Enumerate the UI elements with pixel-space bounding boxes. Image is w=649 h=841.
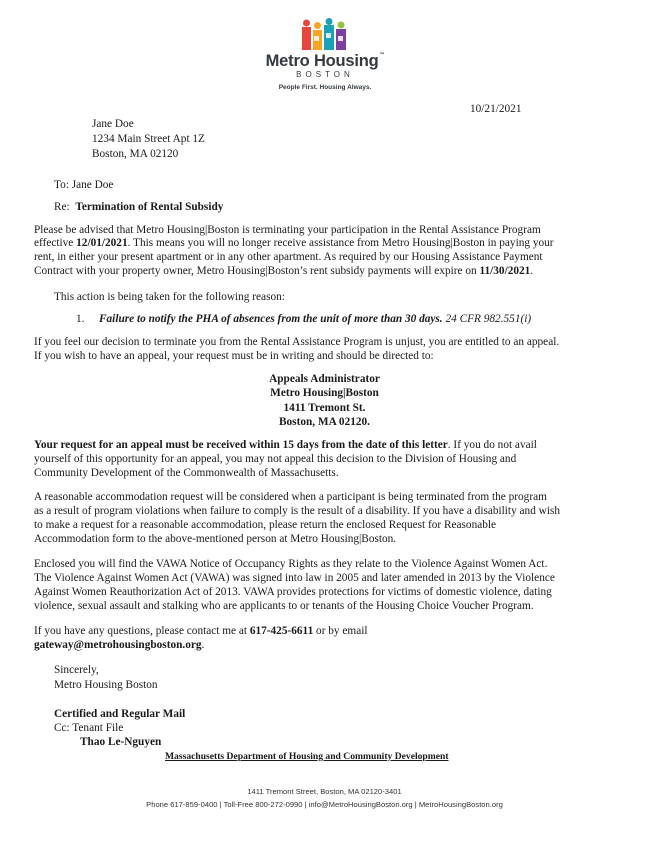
para1-line4: Contract with your property owner, Metro Housing|Boston’s rent subsidy payments will expire on 11/30/2021. [34,265,534,277]
accommodation-line4: Accommodation form to the above-mentioned person at Metro Housing|Boston. [34,533,397,545]
appeal-intro-line1: If you feel our decision to terminate you from the Rental Assistance Program is unjust, you are entitled to an appeal. [34,336,560,348]
appeals-org: Metro Housing|Boston [270,387,379,399]
deadline-line3: Community Development of the Commonwealth of Massachusetts. [34,467,339,479]
logo-tagline: People First. Housing Always. [278,84,372,91]
recipient-city: Boston, MA 02120 [92,148,179,160]
accommodation-line2: as a result of program violations when failure to comply is the result of a disability. If you have a disability and wish [34,505,561,517]
contact-line1: If you have any questions, please contact me at 617-425-6611 or by email [34,625,368,637]
appeal-intro-line2: If you wish to have an appeal, your request must be in writing and should be directed to: [34,350,434,362]
logo-title: Metro Housing™ [265,52,385,70]
contact-phone: 617-425-6611 [249,625,314,637]
reason-text: Failure to notify the PHA of absences from the unit of more than 30 days. [99,313,443,325]
deadline-bold: Your request for an appeal must be received within 15 days from the date of this letter [34,439,448,451]
para1-line3: rent, in either your present apartment or in any other apartment. As required by our Housing Assistance Payment [34,251,543,263]
mail-method: Certified and Regular Mail [54,708,186,720]
vawa-line4: violence, sexual assault and stalking who are applicants to or tenants of the Housing Choice Voucher Program. [34,600,534,612]
footer-contact: Phone 617-859-0400 | Toll-Free 800-272-0990 | info@MetroHousingBoston.org | MetroHousingBoston.org [146,800,503,809]
accommodation-line3: to make a request for a reasonable accommodation, please return the enclosed Request for Reasonable [34,519,497,531]
reason-item [99,313,531,327]
reason-number: 1. [76,313,85,325]
footer-address: 1411 Tremont Street, Boston, MA 02120-3401 [247,787,402,796]
vawa-line3: Against Women Reauthorization Act of 2013. VAWA provides protections for victims of domestic violence, dating [34,586,552,598]
recipient-name: Jane Doe [92,118,134,130]
expire-date: 11/30/2021 [479,265,531,277]
deadline-line2: yourself of this opportunity for an appeal, you may not appeal this decision to the Division of Housing and [34,453,517,465]
effective-date: 12/01/2021 [76,237,128,249]
logo-subtitle: BOSTON [296,70,354,79]
vawa-line1: Enclosed you will find the VAWA Notice of Occupancy Rights as they relate to the Violence Against Women Act. [34,558,548,570]
re-label: Re: [54,201,70,213]
cc-person: Thao Le-Nguyen [80,736,162,748]
reason-intro: This action is being taken for the following reason: [54,291,285,303]
reason-citation: 24 CFR 982.551(i) [445,313,532,325]
contact-email: gateway@metrohousingboston.org [34,639,202,651]
para1-line1: Please be advised that Metro Housing|Boston is terminating your participation in the Rental Assistance Program [34,224,541,236]
vawa-line2: The Violence Against Women Act (VAWA) was signed into law in 2005 and later amended in 2013 by the Violence [34,572,555,584]
cc-line: Cc: Tenant File [54,722,124,734]
metro-housing-logo-icon [300,18,350,52]
accommodation-line1: A reasonable accommodation request will be considered when a participant is being terminated from the program [34,491,547,503]
to-line: To: Jane Doe [54,179,114,191]
appeals-street: 1411 Tremont St. [283,402,366,414]
appeals-city: Boston, MA 02120. [278,416,370,428]
para1-line2: effective 12/01/2021. This means you will no longer receive assistance from Metro Housing|Boston in paying your [34,237,554,249]
deadline-line1: Your request for an appeal must be received within 15 days from the date of this letter. If you do not avail [34,439,537,451]
cc-department: Massachusetts Department of Housing and Community Development [165,751,449,762]
appeals-title: Appeals Administrator [269,373,380,385]
re-subject: Termination of Rental Subsidy [75,201,224,213]
recipient-street: 1234 Main Street Apt 1Z [92,133,205,145]
logo-trademark: ™ [379,52,385,58]
re-line [54,201,223,215]
letter-date: 10/21/2021 [470,103,522,115]
contact-line2: gateway@metrohousingboston.org. [34,639,205,651]
closing-org: Metro Housing Boston [54,679,158,691]
closing-sincerely: Sincerely, [54,664,99,676]
